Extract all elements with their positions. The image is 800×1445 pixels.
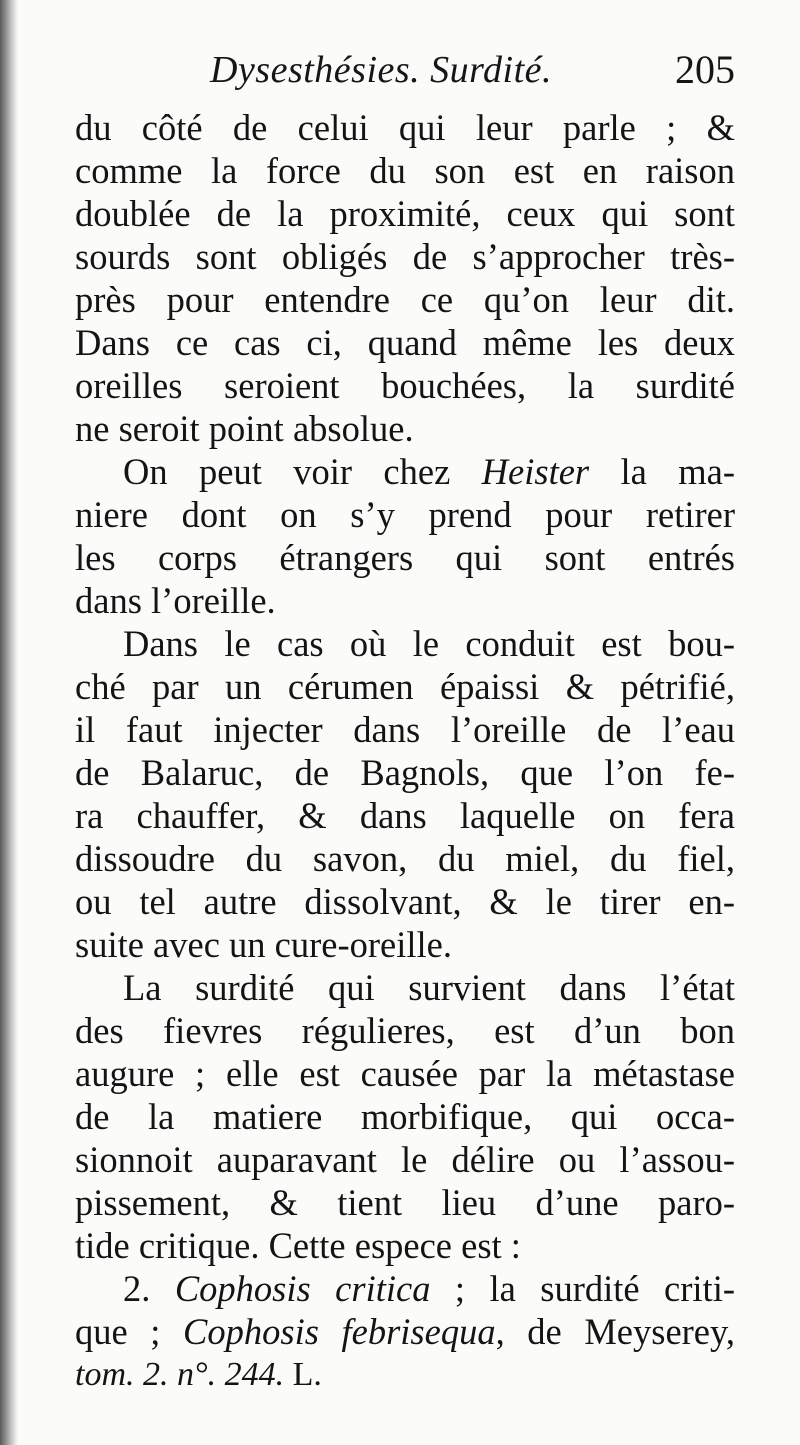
text-run: On peut voir chez (123, 451, 482, 492)
text-line: suite avec un cure-oreille. (75, 924, 452, 965)
text-line: La surdité qui survient dans l’état (123, 967, 735, 1008)
text-line: ou tel autre dissolvant, & le tirer en- (75, 881, 735, 922)
text-run: 2. (123, 1268, 175, 1309)
text-line: ché par un cérumen épaissi & pétrifié, (75, 666, 735, 707)
text-line: près pour entendre ce qu’on leur dit. (75, 279, 735, 320)
text-line: du côté de celui qui leur parle ; & (75, 107, 735, 148)
text-line: doublée de la proximité, ceux qui sont (75, 193, 735, 234)
text-line: Dans le cas où le conduit est bou- (123, 623, 735, 664)
page-number: 205 (675, 47, 735, 92)
text-line: de la matiere morbifique, qui occa- (75, 1096, 735, 1137)
latin-term: Cophosis critica (174, 1268, 431, 1309)
text-line: dans l’oreille. (75, 580, 276, 621)
text-line (75, 1267, 735, 1310)
text-line: les corps étrangers qui sont entrés (75, 537, 735, 578)
text-run: , de Meyserey, (495, 1311, 735, 1352)
text-line: il faut injecter dans l’oreille de l’eau (75, 709, 735, 750)
text-line: sionnoit auparavant le délire ou l’assou- (75, 1139, 735, 1180)
text-run: L. (284, 1356, 322, 1393)
text-line: Dans ce cas ci, quand même les deux (75, 322, 735, 363)
text-line: ne seroit point absolue. (75, 408, 414, 449)
page-gutter-shadow (0, 0, 18, 1445)
text-line: comme la force du son est en raison (75, 150, 735, 191)
text-run: ; la surdité criti- (430, 1268, 735, 1309)
text-line: de Balaruc, de Bagnols, que l’on fe- (75, 752, 735, 793)
page-header (75, 42, 735, 102)
text-line: dissoudre du savon, du miel, du fiel, (75, 838, 735, 879)
running-title: Dysesthésies. Surdité. (210, 49, 553, 91)
text-line: sourds sont obligés de s’approcher très- (75, 236, 735, 277)
author-name: Heister (481, 451, 590, 492)
text-line: augure ; elle est causée par la métastase (75, 1053, 735, 1094)
text-line (75, 450, 735, 493)
latin-term: Cophosis febrisequa (183, 1311, 496, 1352)
reference-citation: tom. 2. n°. 244. (75, 1356, 285, 1393)
text-line: tide critique. Cette espece est : (75, 1225, 521, 1266)
text-line: niere dont on s’y prend pour retirer (75, 494, 735, 535)
body-text (75, 106, 735, 1396)
text-run: la ma- (589, 451, 735, 492)
reference-line (75, 1353, 735, 1396)
text-line: ra chauffer, & dans laquelle on fera (75, 795, 735, 836)
text-line: oreilles seroient bouchées, la surdité (75, 365, 735, 406)
text-line: des fievres régulieres, est d’un bon (75, 1010, 735, 1051)
text-line (75, 1310, 735, 1353)
text-line: pissement, & tient lieu d’une paro- (75, 1182, 735, 1223)
text-run: que ; (75, 1311, 184, 1352)
